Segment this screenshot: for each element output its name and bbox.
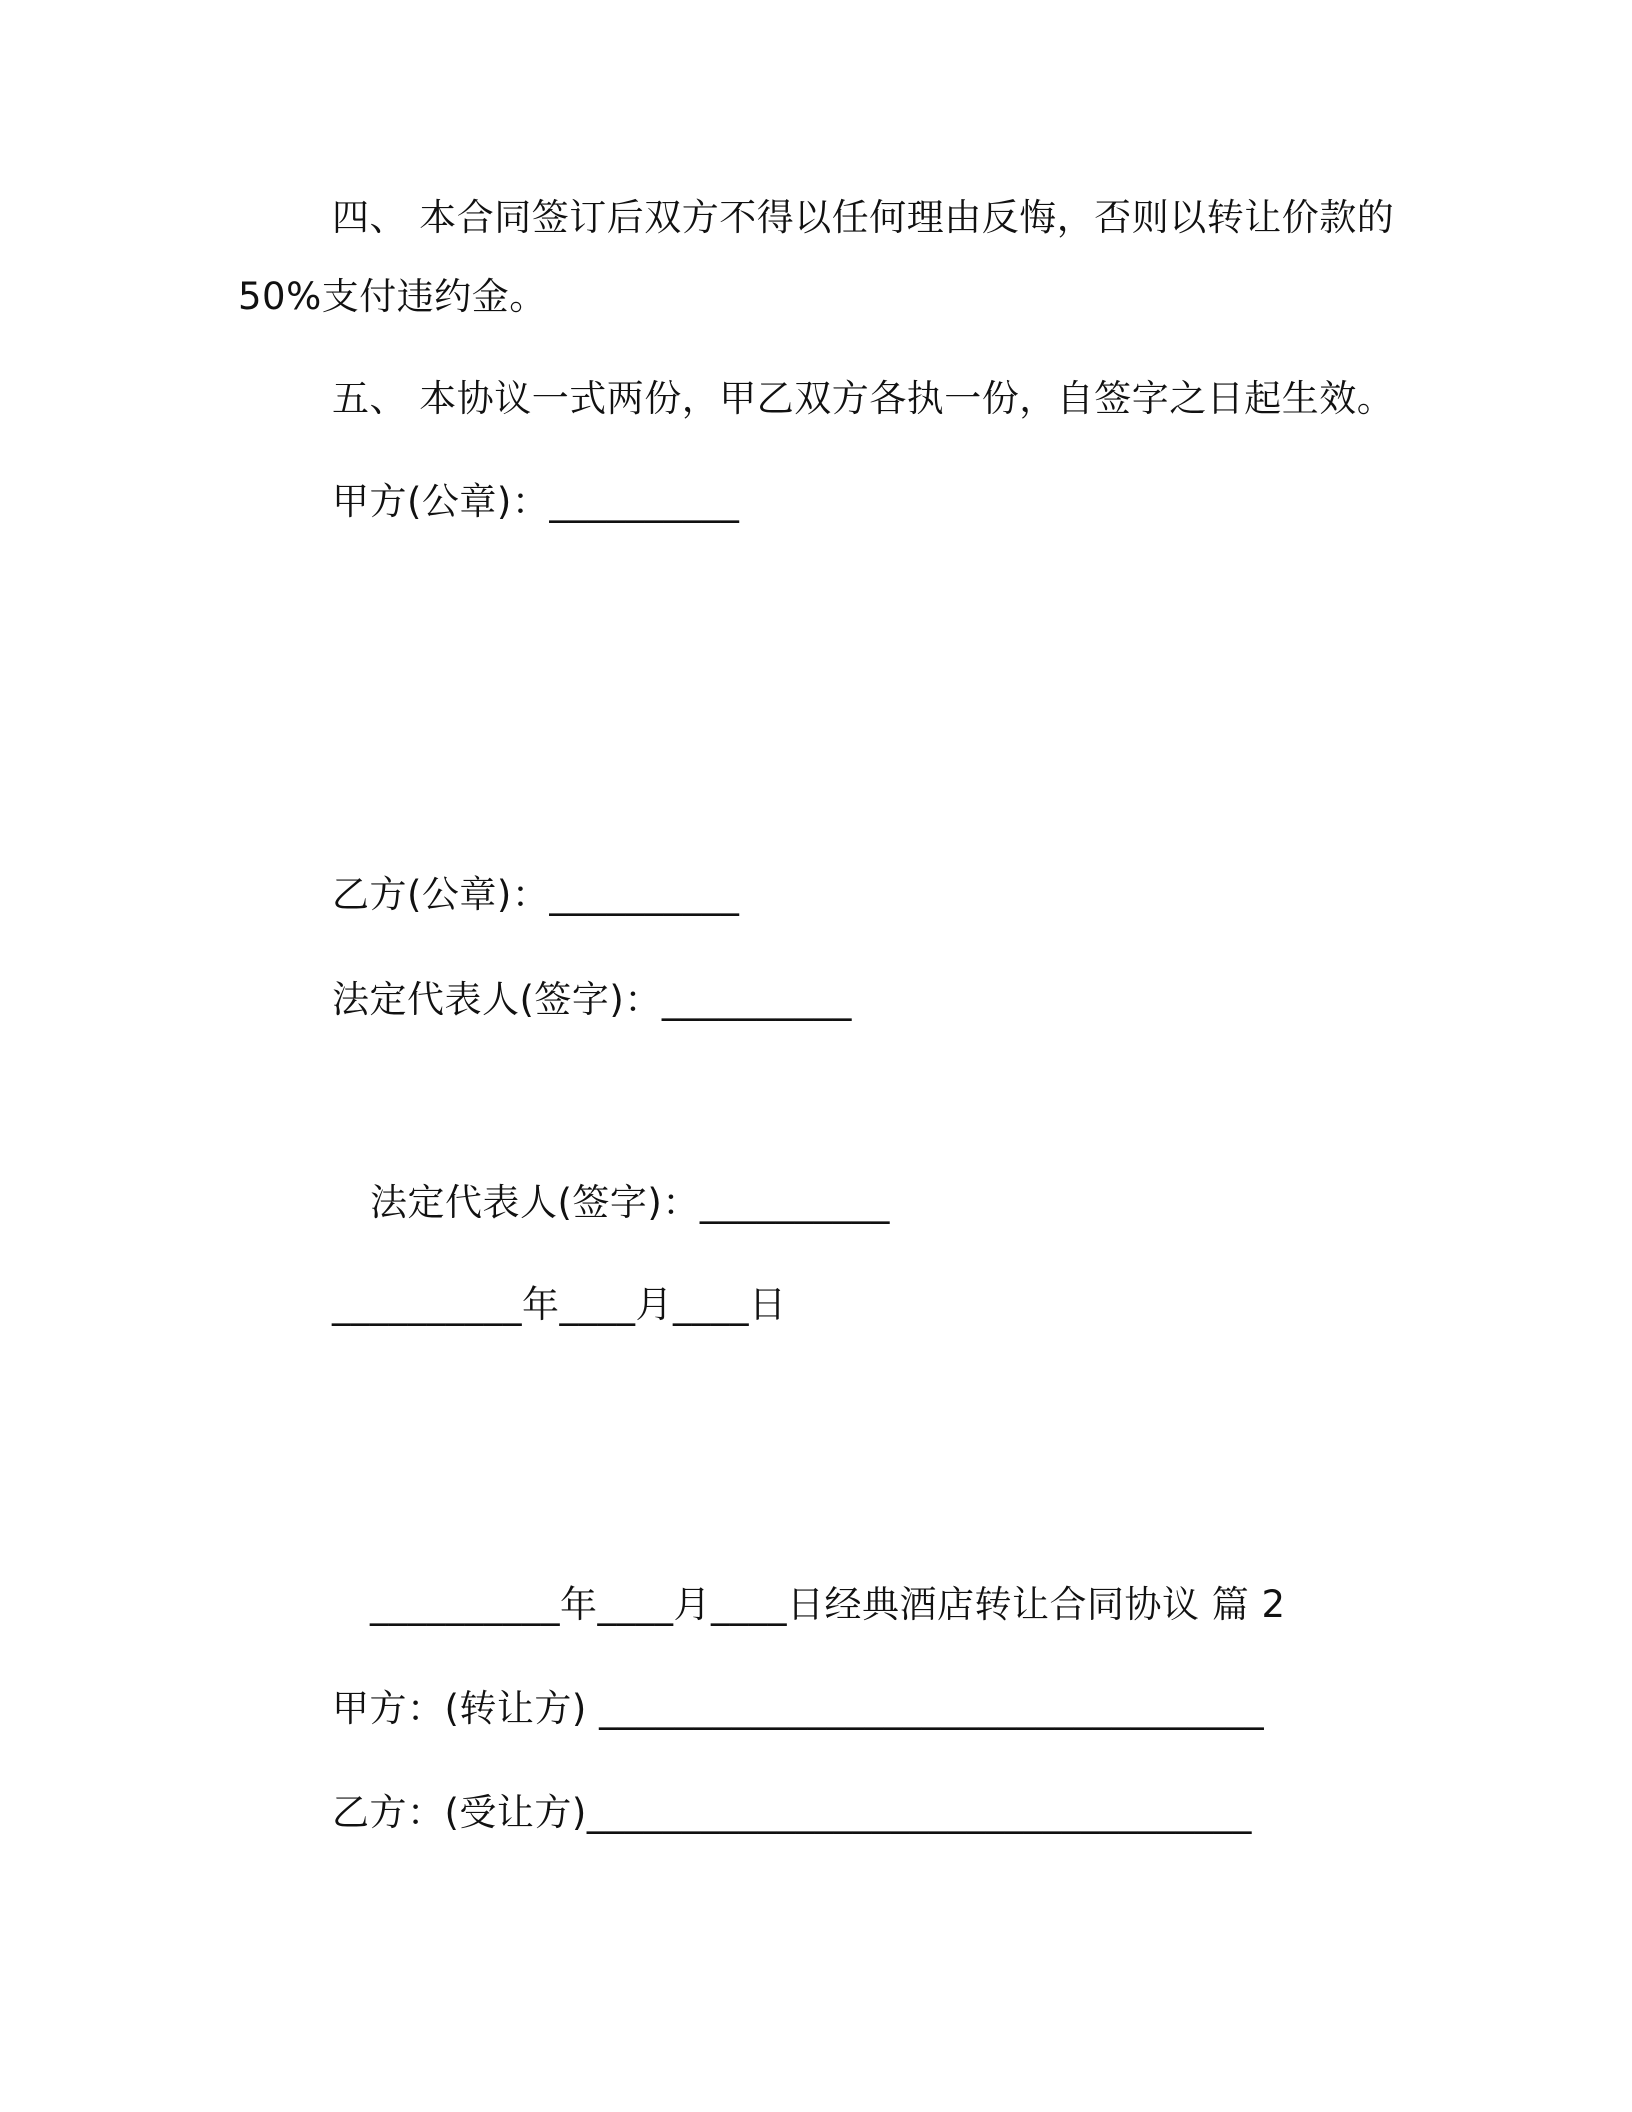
signing-date-line: __________年____月____日 — [332, 1283, 787, 1326]
section-2-title: __________年____月____日经典酒店转让合同协议 篇 2 — [370, 1583, 1286, 1626]
legal-representative-a-line: 法定代表人(签字)：__________ — [332, 978, 852, 1021]
legal-representative-b-line: 法定代表人(签字)：__________ — [370, 1181, 890, 1224]
clause-4-line-2: 50%支付违约金。 — [238, 275, 547, 318]
party-b-transferee-line: 乙方：(受让方)___________________________________ — [332, 1791, 1252, 1834]
party-a-seal-line: 甲方(公章)：__________ — [332, 480, 740, 523]
party-a-transferor-line: 甲方：(转让方) ___________________________________ — [332, 1687, 1265, 1730]
clause-5: 五、 本协议一式两份，甲乙双方各执一份，自签字之日起生效。 — [332, 377, 1395, 420]
clause-4-line-1: 四、 本合同签订后双方不得以任何理由反悔，否则以转让价款的 — [332, 196, 1395, 239]
party-b-seal-line: 乙方(公章)：__________ — [332, 873, 740, 916]
